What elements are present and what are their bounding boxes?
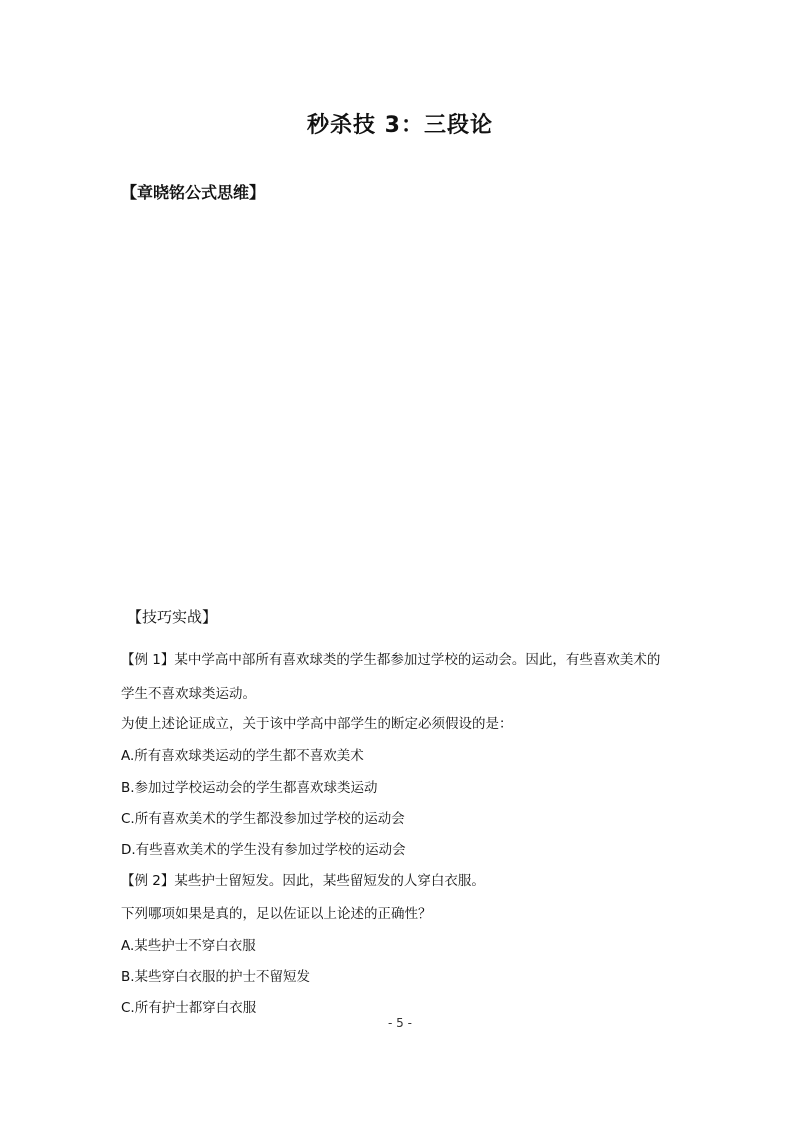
section-heading-practice: 【技巧实战】 <box>127 608 218 626</box>
example2-option-b: B.某些穿白衣服的护士不留短发 <box>121 969 311 985</box>
example1-option-d: D.有些喜欢美术的学生没有参加过学校的运动会 <box>121 842 406 858</box>
example1-stem-line2: 学生不喜欢球类运动。 <box>121 686 256 702</box>
example1-option-c: C.所有喜欢美术的学生都没参加过学校的运动会 <box>121 811 405 827</box>
example2-question: 下列哪项如果是真的，足以佐证以上论述的正确性？ <box>121 906 432 922</box>
example1-question: 为使上述论证成立，关于该中学高中部学生的断定必须假设的是： <box>121 716 513 732</box>
example1-option-a: A.所有喜欢球类运动的学生都不喜欢美术 <box>121 748 364 764</box>
example1-stem-line1: 【例 1】某中学高中部所有喜欢球类的学生都参加过学校的运动会。因此，有些喜欢美术的 <box>121 652 661 668</box>
section-heading-formula: 【章晓铭公式思维】 <box>121 183 266 202</box>
example2-option-a: A.某些护士不穿白衣服 <box>121 938 256 954</box>
blank-notes-area <box>121 215 681 585</box>
page-title: 秒杀技 3：三段论 <box>307 113 493 138</box>
page-number: - 5 - <box>388 1016 412 1030</box>
example2-option-c: C.所有护士都穿白衣服 <box>121 1000 257 1016</box>
example1-option-b: B.参加过学校运动会的学生都喜欢球类运动 <box>121 780 378 796</box>
example2-stem: 【例 2】某些护士留短发。因此，某些留短发的人穿白衣服。 <box>121 873 485 889</box>
